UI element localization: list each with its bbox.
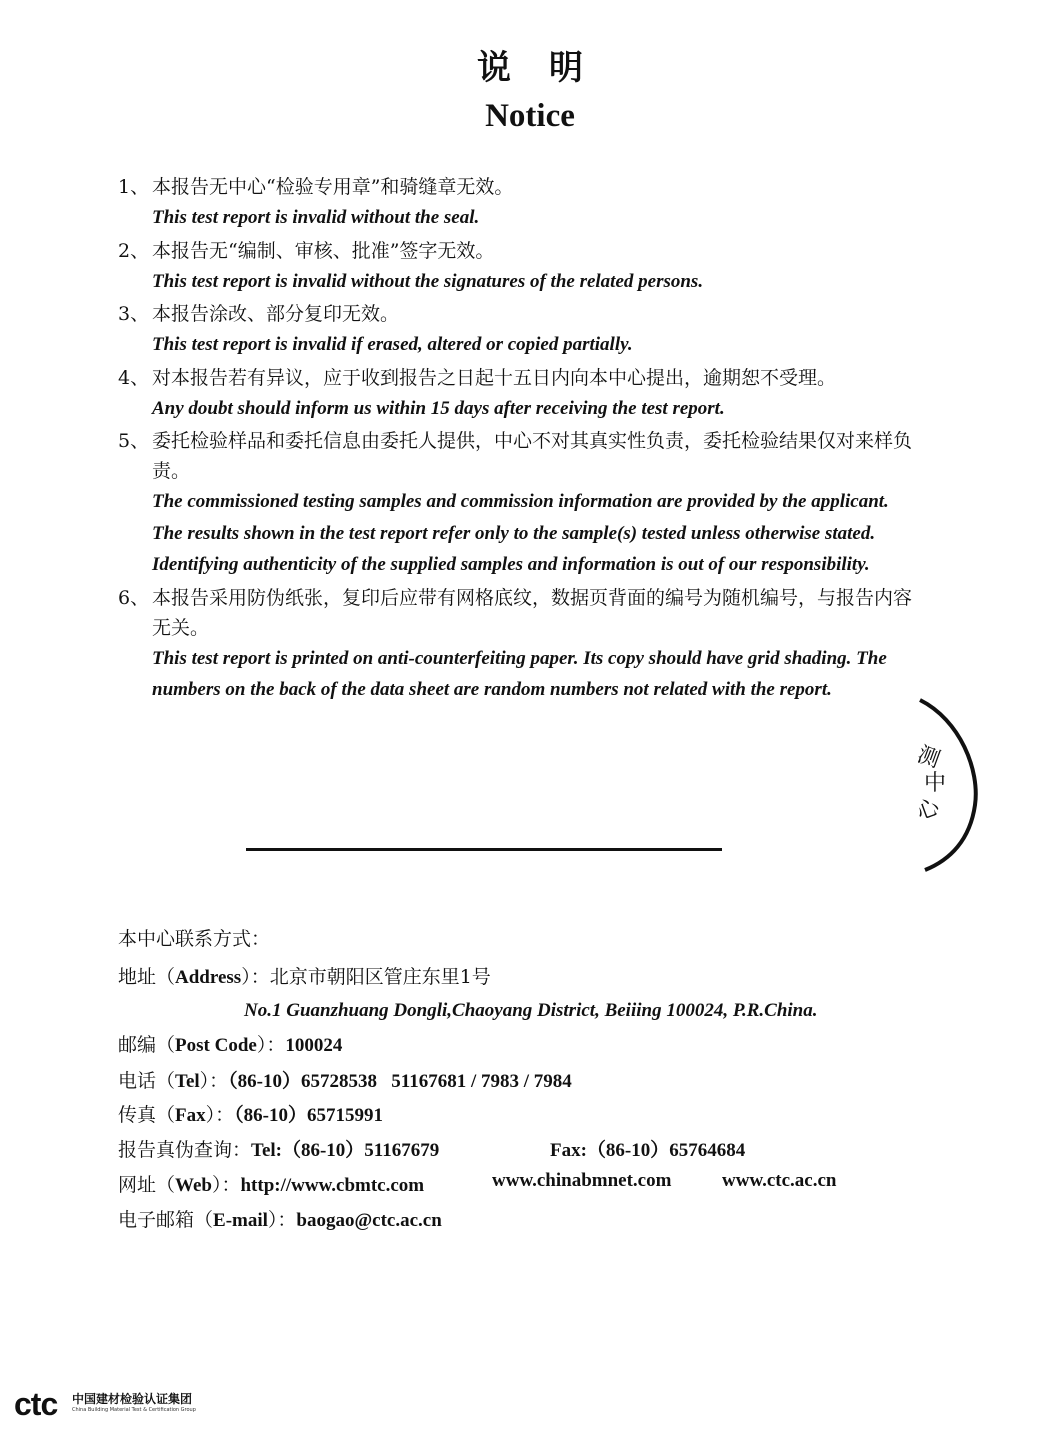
org-name-en: China Building Material Test & Certification Group bbox=[72, 1407, 196, 1413]
notice-text-cn: 对本报告若有异议，应于收到报告之日起十五日内向本中心提出，逾期恕不受理。 bbox=[152, 366, 837, 389]
notice-text-en: This test report is printed on anti-counterfeiting paper. Its copy should have grid shading. The numbers on the back of the data sheet are random numbers not related with the report. bbox=[152, 647, 887, 700]
notice-text-en: This test report is invalid without the seal. bbox=[152, 207, 480, 228]
web-link-1[interactable]: http://www.cbmtc.com bbox=[240, 1175, 425, 1196]
seal-stamp bbox=[880, 690, 990, 880]
web-label-en: Web bbox=[175, 1175, 212, 1196]
tel-value: （86-10）65728538 51167681 / 7983 / 7984 bbox=[228, 1071, 572, 1092]
notice-number: 3、 bbox=[118, 303, 150, 325]
tel-label-en: Tel bbox=[175, 1071, 200, 1092]
ctc-logo-mark: ctc bbox=[14, 1386, 58, 1422]
web-label-end: ）： bbox=[211, 1174, 241, 1196]
post-value: 100024 bbox=[285, 1035, 343, 1056]
notice-text-en: Any doubt should inform us within 15 days after receiving the test report. bbox=[152, 397, 725, 419]
notice-text-cn: 本报告无“编制、审核、批准”签字无效。 bbox=[152, 239, 495, 262]
post-label-en: Post Code bbox=[175, 1035, 257, 1056]
web-label: 网址（ bbox=[118, 1174, 176, 1196]
fax-label-end: ）： bbox=[205, 1104, 235, 1126]
notice-text-cn: 委托检验样品和委托信息由委托人提供，中心不对其真实性负责，委托检验结果仅对来样负责。 bbox=[152, 430, 913, 482]
email-value[interactable]: baogao@ctc.ac.cn bbox=[296, 1210, 442, 1231]
contact-tel-row bbox=[118, 1066, 572, 1093]
seal-char-3: 心 bbox=[913, 794, 943, 826]
notice-text-cn: 本报告无中心“检验专用章”和骑缝章无效。 bbox=[152, 176, 514, 198]
contact-address-row bbox=[118, 962, 491, 989]
verify-fax: Fax:（86-10）65764684 bbox=[550, 1140, 746, 1161]
verify-label: 报告真伪查询： bbox=[118, 1139, 252, 1161]
verify-tel: Tel:（86-10）51167679 bbox=[251, 1140, 440, 1161]
email-label: 电子邮箱（ bbox=[118, 1209, 214, 1231]
address-label: 地址（ bbox=[118, 966, 176, 988]
tel-label: 电话（ bbox=[118, 1070, 176, 1092]
fax-label-en: Fax bbox=[175, 1105, 206, 1126]
notice-text-en: The commissioned testing samples and commission information are provided by the applicant. The results shown in the test report refer only to the sample(s) tested unless otherwise stated. Identifying authenticity of the supplied samples and information is out of our responsibility. bbox=[152, 491, 889, 575]
title-english: Notice bbox=[485, 98, 575, 134]
web-link-2[interactable]: www.chinabmnet.com bbox=[492, 1170, 672, 1191]
seal-char-2: 中 bbox=[924, 771, 947, 796]
contact-fax-row bbox=[118, 1100, 383, 1127]
contact-verify-row bbox=[118, 1135, 439, 1162]
fax-label: 传真（ bbox=[118, 1104, 176, 1126]
notice-item-5 bbox=[118, 426, 918, 581]
address-value-cn: 北京市朝阳区管庄东里1号 bbox=[269, 966, 491, 988]
notice-text-cn: 本报告采用防伪纸张，复印后应带有网格底纹，数据页背面的编号为随机编号，与报告内容无关。 bbox=[152, 586, 913, 639]
notice-number: 5、 bbox=[118, 430, 150, 452]
notice-number: 4、 bbox=[118, 366, 150, 389]
fax-value: （86-10）65715991 bbox=[234, 1105, 383, 1126]
notice-list bbox=[118, 172, 918, 708]
notice-item-6 bbox=[118, 583, 918, 706]
address-label-end: ）： bbox=[241, 966, 270, 988]
contact-web-row bbox=[118, 1170, 424, 1197]
seal-char-1: 测 bbox=[913, 742, 944, 774]
notice-number: 6、 bbox=[118, 586, 150, 609]
web-link-3[interactable]: www.ctc.ac.cn bbox=[722, 1170, 837, 1191]
notice-text-en: This test report is invalid if erased, altered or copied partially. bbox=[152, 334, 633, 355]
post-label-end: ）： bbox=[256, 1034, 286, 1056]
email-label-end: ）： bbox=[267, 1209, 297, 1231]
contact-post-row bbox=[118, 1030, 342, 1057]
notice-text-cn: 本报告涂改、部分复印无效。 bbox=[152, 303, 400, 325]
footer-logo bbox=[14, 1386, 254, 1420]
notice-text-en: This test report is invalid without the signatures of the related persons. bbox=[152, 270, 704, 292]
notice-number: 2、 bbox=[118, 239, 150, 262]
contact-heading: 本中心联系方式： bbox=[118, 928, 271, 950]
tel-label-end: ）： bbox=[199, 1070, 229, 1092]
post-label: 邮编（ bbox=[118, 1034, 176, 1056]
address-value-en: No.1 Guanzhuang Dongli,Chaoyang District, Beiiing 100024, P.R.China. bbox=[244, 1000, 818, 1021]
org-name: 中国建材检验认证集团 bbox=[72, 1392, 193, 1406]
section-divider bbox=[246, 848, 722, 851]
email-label-en: E-mail bbox=[213, 1210, 268, 1231]
title-chinese: 说明 bbox=[477, 48, 621, 88]
contact-email-row bbox=[118, 1205, 442, 1232]
notice-item-1 bbox=[118, 172, 918, 234]
notice-item-4 bbox=[118, 363, 918, 425]
address-label-en: Address bbox=[175, 967, 242, 988]
notice-item-3 bbox=[118, 299, 918, 361]
notice-number: 1、 bbox=[118, 176, 150, 198]
notice-item-2 bbox=[118, 236, 918, 298]
